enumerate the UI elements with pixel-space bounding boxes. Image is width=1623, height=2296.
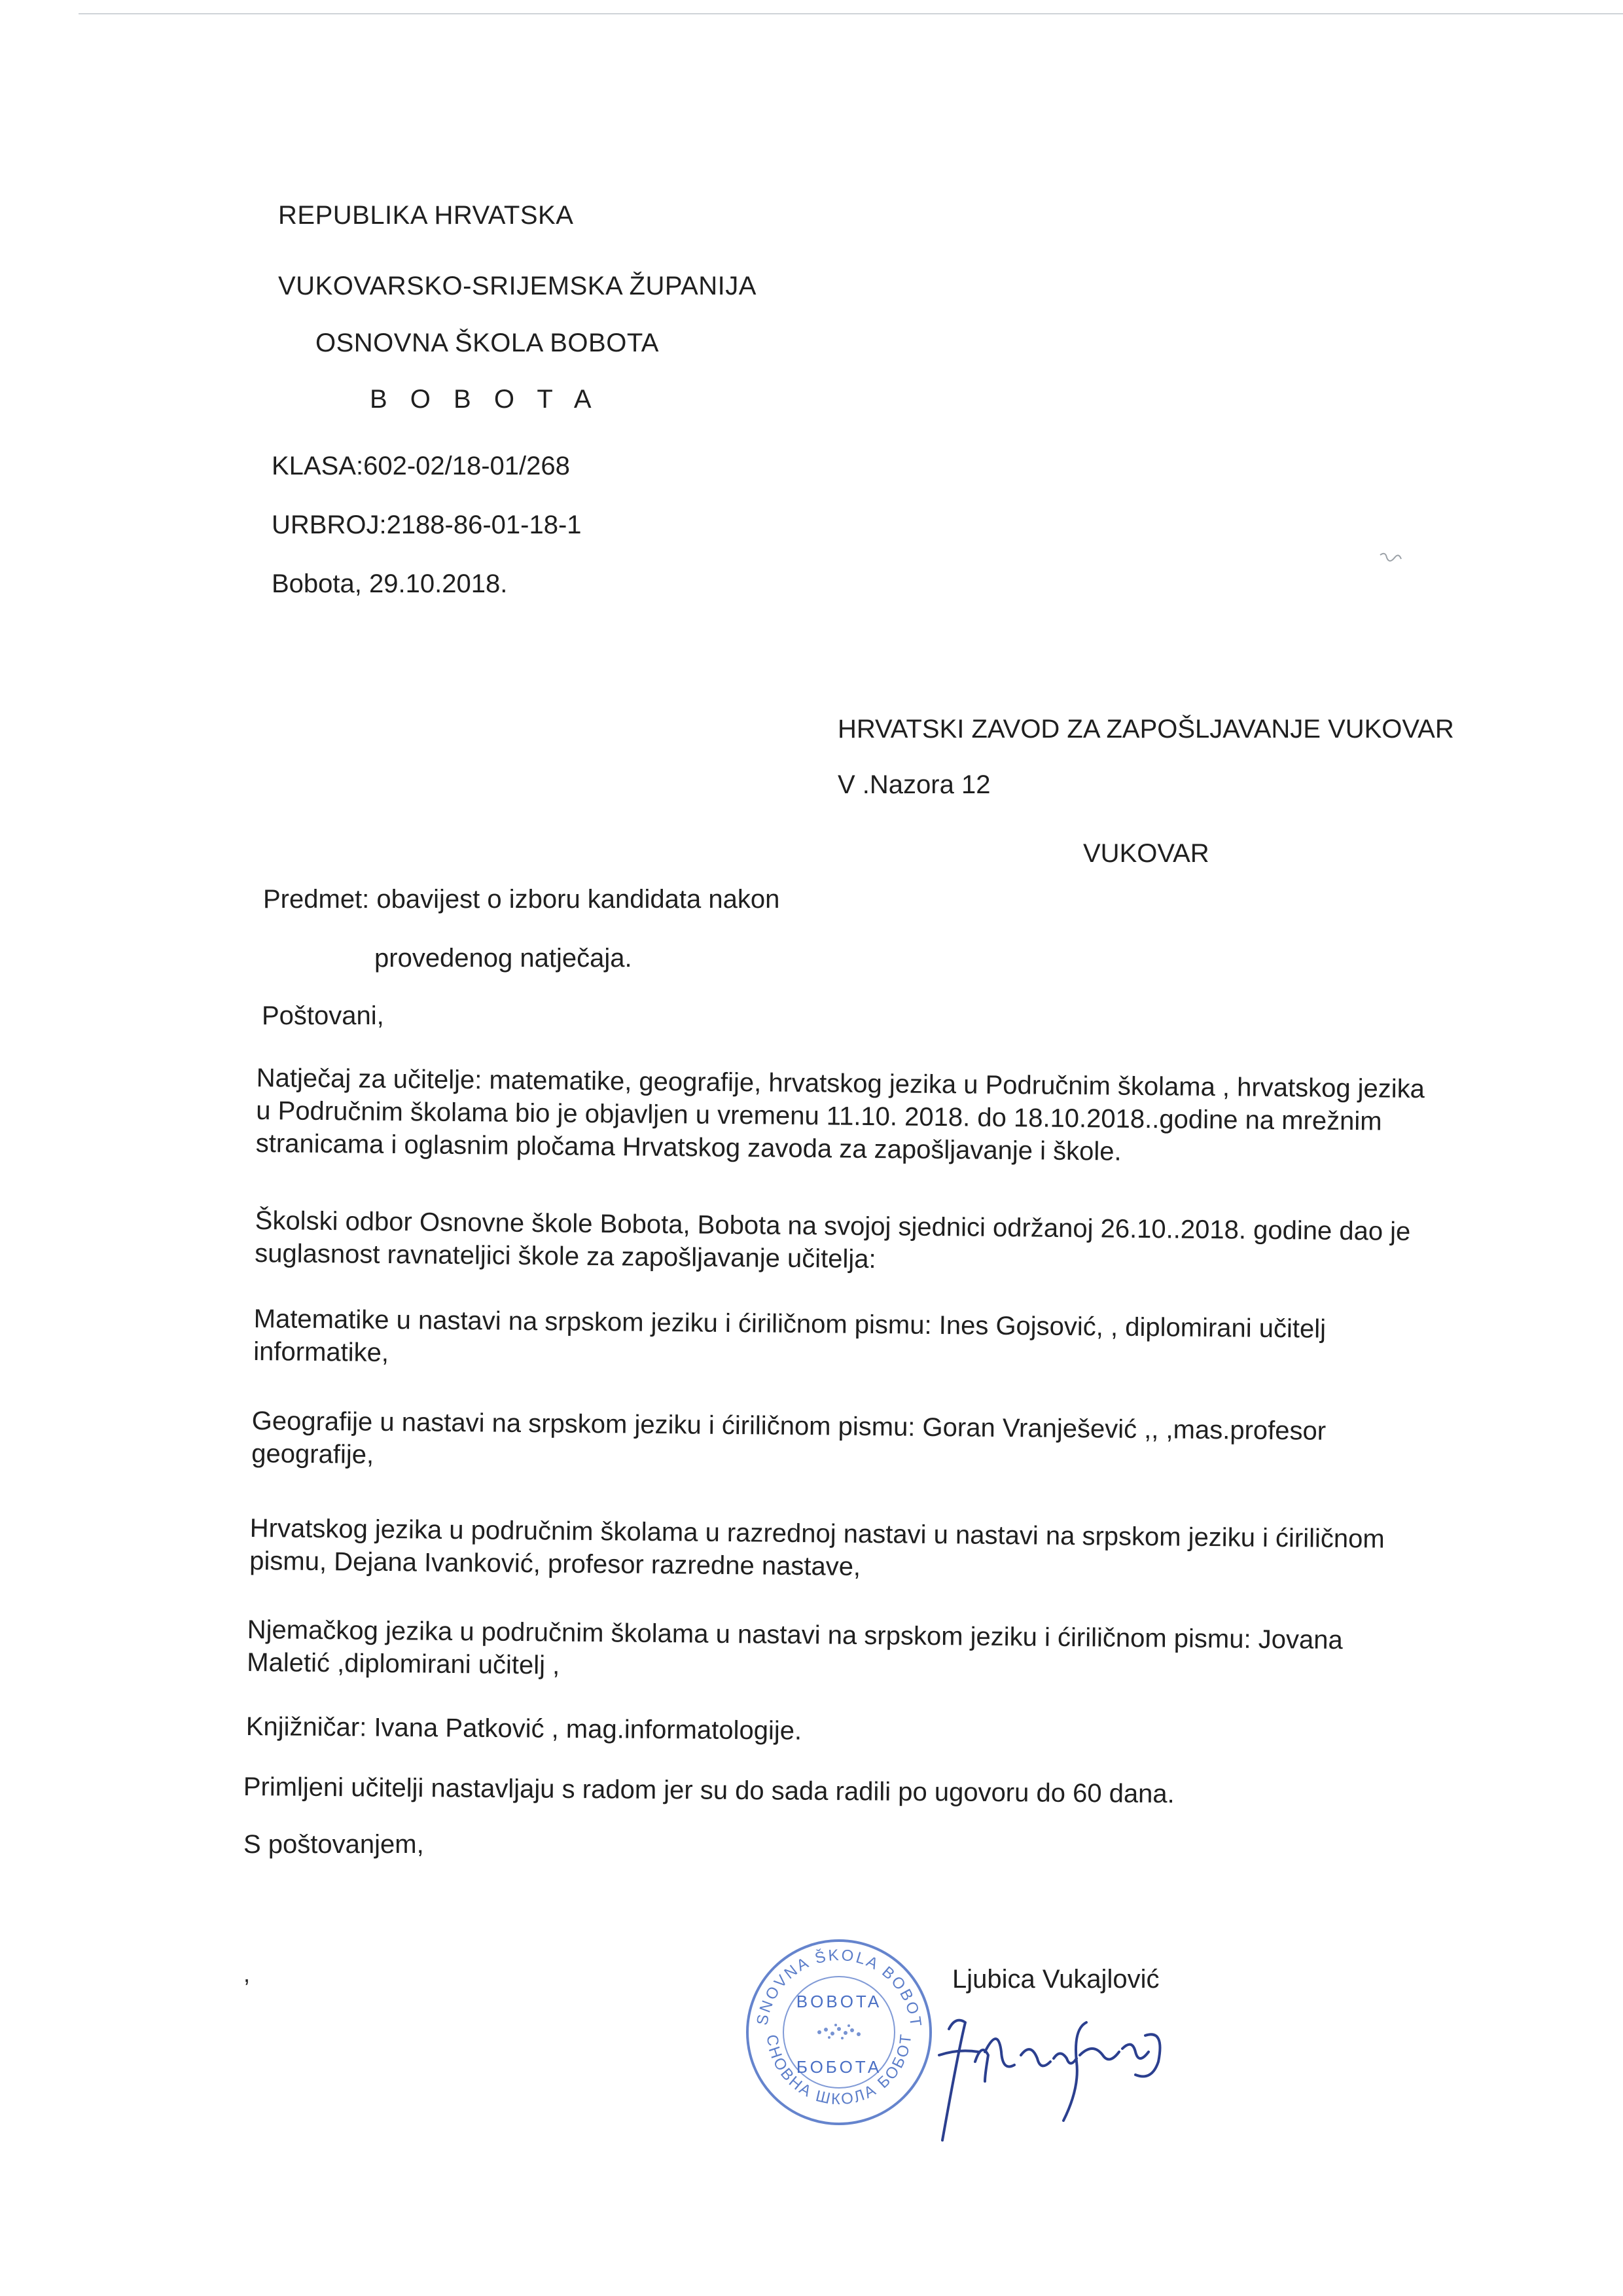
stamp-bottom-center-text: БОБОТА — [796, 2057, 882, 2077]
paragraph-6 — [247, 1613, 1343, 1689]
stamp-emblem — [817, 2024, 861, 2039]
paragraph-8: Primljeni učitelji nastavljaju s radom jer su do sada radili po ugovoru do 60 dana. — [243, 1772, 1175, 1809]
paragraph-5-line: Hrvatskog jezika u područnim školama u razrednoj nastavi u nastavi na srpskom jeziku i ćiriličnom — [249, 1513, 1385, 1554]
stamp-graphic — [741, 1934, 937, 2130]
paragraph-6-line: Maletić ,diplomirani učitelj , — [247, 1647, 560, 1680]
paragraph-2 — [255, 1204, 1411, 1281]
paragraph-2-line: Školski odbor Osnovne škole Bobota, Bobota na svojoj sjednici održanoj 26.10..2018. godine dao je — [255, 1206, 1411, 1246]
paragraph-1 — [256, 1062, 1425, 1171]
paragraph-4 — [251, 1405, 1326, 1480]
stamp-center-text: BOBOTA — [796, 1992, 882, 2011]
paragraph-4-line: Geografije u nastavi na srpskom jeziku i ćiriličnom pismu: Goran Vranješević ,, ,mas.profesor — [251, 1406, 1327, 1446]
paragraph-5 — [249, 1512, 1385, 1588]
recipient-street: V .Nazora 12 — [838, 770, 991, 799]
signatory-name: Ljubica Vukajlović — [952, 1965, 1160, 1994]
salutation: Poštovani, — [262, 1001, 384, 1030]
subject-line-2: provedenog natječaja. — [374, 944, 632, 973]
klasa-number: KLASA:602-02/18-01/268 — [272, 452, 570, 480]
place-date: Bobota, 29.10.2018. — [272, 569, 508, 598]
urbroj-number: URBROJ:2188-86-01-18-1 — [272, 511, 582, 539]
paragraph-6-line: Njemačkog jezika u područnim školama u nastavi na srpskom jeziku i ćiriličnom pismu: Jovana — [247, 1615, 1343, 1655]
sender-school: OSNOVNA ŠKOLA BOBOTA — [315, 329, 659, 357]
pencil-mark — [1378, 550, 1404, 569]
paragraph-5-line: pismu, Dejana Ivanković, profesor razredne nastave, — [249, 1546, 861, 1581]
handwritten-signature — [913, 1983, 1188, 2147]
paragraph-1-line: u Područnim školama bio je objavljen u vremenu 11.10. 2018. do 18.10.2018..godine na mrežnim — [256, 1096, 1382, 1136]
paragraph-1-line: stranicama i oglasnim pločama Hrvatskog zavoda za zapošljavanje i škole. — [255, 1128, 1122, 1166]
stamp-bottom-text: СНОВНА ШКОЛА БОБОТ — [762, 2032, 916, 2109]
sender-county: VUKOVARSKO-SRIJEMSKA ŽUPANIJA — [278, 272, 757, 300]
stamp-top-text: SNOVNA ŠKOLA BOBOT — [753, 1946, 925, 2028]
subject-line-1: Predmet: obavijest o izboru kandidata nakon — [263, 885, 780, 914]
closing: S poštovanjem, — [243, 1830, 424, 1859]
signature-graphic — [913, 1983, 1188, 2147]
paragraph-3 — [253, 1302, 1326, 1378]
stray-comma-mark: , — [243, 1960, 251, 1987]
paragraph-3-line: Matematike u nastavi na srpskom jeziku i ćiriličnom pismu: Ines Gojsović, , diplomirani učitelj — [253, 1304, 1327, 1344]
recipient-city: VUKOVAR — [1083, 839, 1209, 868]
paragraph-3-line: informatike, — [253, 1336, 389, 1367]
paragraph-7: Knjižničar: Ivana Patković , mag.informatologije. — [245, 1712, 802, 1746]
paragraph-2-line: suglasnost ravnateljici škole za zapošljavanje učitelja: — [255, 1238, 876, 1274]
paragraph-1-line: Natječaj za učitelje: matematike, geografije, hrvatskog jezika u Područnim školama , hrvatskog jezika — [256, 1063, 1425, 1104]
svg-text:OSNOVNA ŠKOLA BOBOTA — [741, 1934, 925, 2028]
recipient-name: HRVATSKI ZAVOD ZA ZAPOŠLJAVANJE VUKOVAR — [838, 715, 1454, 744]
sender-town: B O B O T A — [370, 385, 599, 414]
school-stamp — [741, 1934, 937, 2130]
paragraph-4-line: geografije, — [251, 1439, 374, 1469]
sender-country: REPUBLIKA HRVATSKA — [278, 201, 574, 230]
scan-edge-line — [79, 13, 1623, 14]
